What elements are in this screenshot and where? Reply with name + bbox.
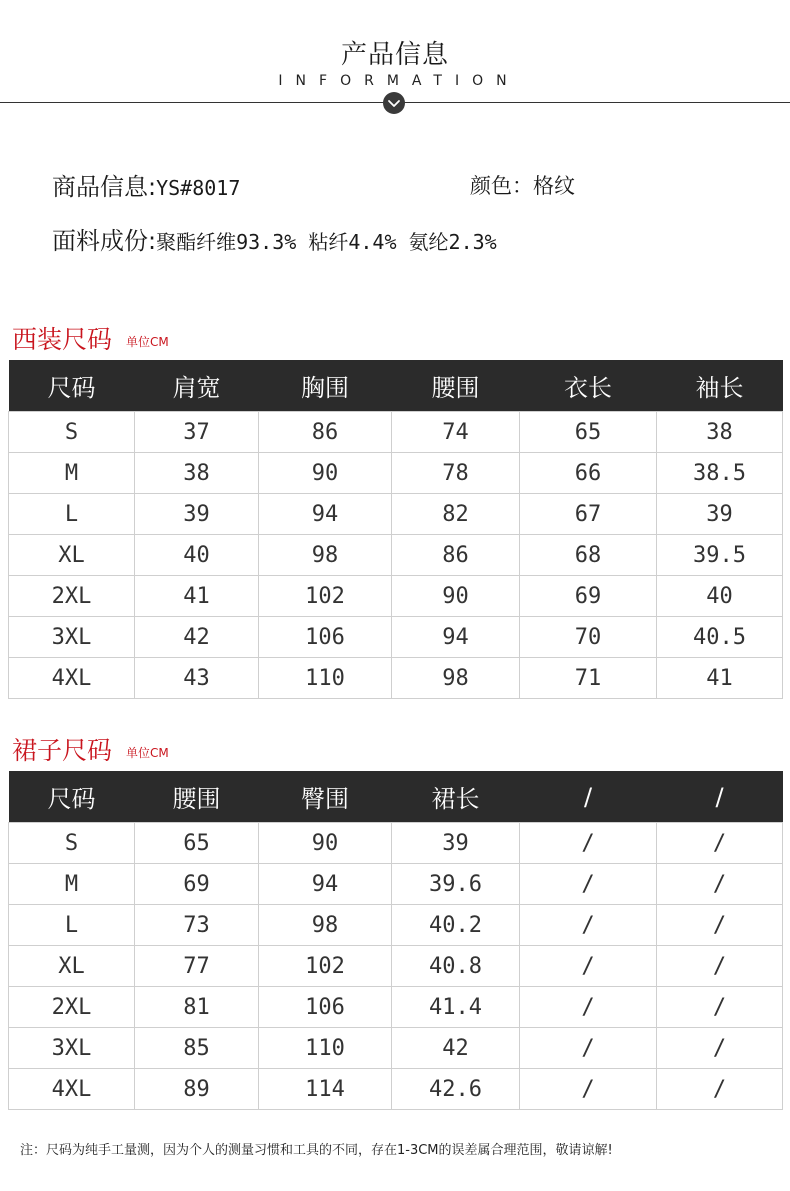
- table-cell: 41.4: [392, 987, 520, 1028]
- table-cell: 94: [259, 864, 392, 905]
- table-row: [9, 987, 783, 1028]
- column-header: /: [657, 771, 783, 823]
- table-cell: /: [657, 1028, 783, 1069]
- column-header: 尺码: [9, 771, 135, 823]
- table-cell: 71: [520, 658, 657, 699]
- skirt-size-table: [8, 771, 783, 1110]
- column-header: 衣长: [520, 360, 657, 412]
- table-cell: 4XL: [9, 1069, 135, 1110]
- column-header: 肩宽: [135, 360, 259, 412]
- table-cell: /: [657, 905, 783, 946]
- table-cell: 41: [657, 658, 783, 699]
- suit-size-title: [12, 320, 169, 356]
- table-row: [9, 946, 783, 987]
- table-cell: /: [657, 1069, 783, 1110]
- table-cell: 42: [392, 1028, 520, 1069]
- table-cell: 39: [135, 494, 259, 535]
- fabric-row: [52, 221, 752, 256]
- fabric-value: 聚酯纤维93.3% 粘纤4.4% 氨纶2.3%: [156, 230, 497, 254]
- table-cell: 98: [259, 535, 392, 576]
- table-cell: 65: [135, 823, 259, 864]
- table-cell: /: [520, 987, 657, 1028]
- table-cell: S: [9, 412, 135, 453]
- table-cell: 85: [135, 1028, 259, 1069]
- table-cell: 102: [259, 576, 392, 617]
- table-cell: 39: [657, 494, 783, 535]
- skirt-title-text: 裙子尺码: [12, 736, 113, 765]
- section-header: [0, 0, 790, 115]
- page-title: 产品信息: [340, 40, 449, 70]
- table-cell: 86: [259, 412, 392, 453]
- column-header: 袖长: [657, 360, 783, 412]
- table-cell: 77: [135, 946, 259, 987]
- table-cell: 98: [392, 658, 520, 699]
- table-cell: 40.2: [392, 905, 520, 946]
- table-cell: 2XL: [9, 576, 135, 617]
- table-cell: 106: [259, 987, 392, 1028]
- table-cell: 40.8: [392, 946, 520, 987]
- table-cell: 42.6: [392, 1069, 520, 1110]
- table-cell: 39.6: [392, 864, 520, 905]
- color-value: 格纹: [533, 174, 575, 198]
- product-info-row: [52, 167, 752, 202]
- table-cell: 40: [135, 535, 259, 576]
- table-cell: 82: [392, 494, 520, 535]
- table-row: [9, 494, 783, 535]
- table-row: [9, 576, 783, 617]
- table-cell: /: [520, 905, 657, 946]
- table-cell: 69: [135, 864, 259, 905]
- suit-unit: 单位CM: [126, 335, 169, 349]
- table-row: [9, 823, 783, 864]
- table-cell: 70: [520, 617, 657, 658]
- table-cell: 78: [392, 453, 520, 494]
- table-cell: 40.5: [657, 617, 783, 658]
- table-cell: /: [657, 946, 783, 987]
- fabric-label: 面料成份:: [52, 227, 157, 255]
- table-cell: 41: [135, 576, 259, 617]
- page-subtitle: INFORMATION: [278, 73, 520, 89]
- table-cell: 81: [135, 987, 259, 1028]
- skirt-size-title: [12, 731, 169, 767]
- table-cell: 90: [259, 453, 392, 494]
- table-cell: 39.5: [657, 535, 783, 576]
- table-header-row: [9, 771, 783, 823]
- table-cell: 102: [259, 946, 392, 987]
- table-cell: 67: [520, 494, 657, 535]
- table-cell: 39: [392, 823, 520, 864]
- table-row: [9, 535, 783, 576]
- footnote: 注：尺码为纯手工量测，因为个人的测量习惯和工具的不同，存在1-3CM的误差属合理范围，敬请谅解!: [20, 1143, 613, 1158]
- column-header: 腰围: [135, 771, 259, 823]
- table-cell: S: [9, 823, 135, 864]
- table-cell: L: [9, 494, 135, 535]
- product-info-value: YS#8017: [156, 176, 241, 200]
- table-cell: /: [657, 823, 783, 864]
- table-row: [9, 905, 783, 946]
- column-header: 尺码: [9, 360, 135, 412]
- column-header: /: [520, 771, 657, 823]
- table-row: [9, 617, 783, 658]
- table-cell: 69: [520, 576, 657, 617]
- table-cell: 114: [259, 1069, 392, 1110]
- table-cell: 98: [259, 905, 392, 946]
- table-cell: 73: [135, 905, 259, 946]
- table-cell: 37: [135, 412, 259, 453]
- table-cell: 68: [520, 535, 657, 576]
- suit-title-text: 西装尺码: [12, 325, 113, 354]
- table-cell: /: [520, 1028, 657, 1069]
- table-row: [9, 453, 783, 494]
- table-cell: 110: [259, 1028, 392, 1069]
- table-cell: 90: [392, 576, 520, 617]
- table-cell: 94: [259, 494, 392, 535]
- table-cell: XL: [9, 535, 135, 576]
- table-cell: /: [657, 987, 783, 1028]
- table-cell: 65: [520, 412, 657, 453]
- table-cell: 66: [520, 453, 657, 494]
- column-header: 胸围: [259, 360, 392, 412]
- table-cell: 2XL: [9, 987, 135, 1028]
- table-cell: 110: [259, 658, 392, 699]
- color-label: 颜色：: [470, 174, 533, 198]
- table-header-row: [9, 360, 783, 412]
- skirt-unit: 单位CM: [126, 746, 169, 760]
- table-row: [9, 412, 783, 453]
- table-cell: 4XL: [9, 658, 135, 699]
- table-cell: 3XL: [9, 617, 135, 658]
- table-cell: 74: [392, 412, 520, 453]
- chevron-down-icon: [383, 92, 405, 114]
- column-header: 臀围: [259, 771, 392, 823]
- table-cell: L: [9, 905, 135, 946]
- table-cell: 42: [135, 617, 259, 658]
- table-cell: /: [520, 864, 657, 905]
- table-row: [9, 864, 783, 905]
- table-cell: 86: [392, 535, 520, 576]
- table-cell: 38: [657, 412, 783, 453]
- table-cell: M: [9, 453, 135, 494]
- product-color: [470, 170, 575, 200]
- table-cell: XL: [9, 946, 135, 987]
- table-cell: /: [657, 864, 783, 905]
- table-cell: 40: [657, 576, 783, 617]
- product-info-label: 商品信息:: [52, 173, 157, 201]
- table-cell: 43: [135, 658, 259, 699]
- table-row: [9, 1028, 783, 1069]
- table-cell: M: [9, 864, 135, 905]
- column-header: 裙长: [392, 771, 520, 823]
- table-cell: 38: [135, 453, 259, 494]
- table-cell: 106: [259, 617, 392, 658]
- suit-size-table: [8, 360, 783, 699]
- table-row: [9, 1069, 783, 1110]
- table-cell: 89: [135, 1069, 259, 1110]
- table-cell: 38.5: [657, 453, 783, 494]
- table-cell: 94: [392, 617, 520, 658]
- table-cell: /: [520, 1069, 657, 1110]
- table-cell: 90: [259, 823, 392, 864]
- table-cell: 3XL: [9, 1028, 135, 1069]
- table-cell: /: [520, 946, 657, 987]
- table-row: [9, 658, 783, 699]
- column-header: 腰围: [392, 360, 520, 412]
- table-cell: /: [520, 823, 657, 864]
